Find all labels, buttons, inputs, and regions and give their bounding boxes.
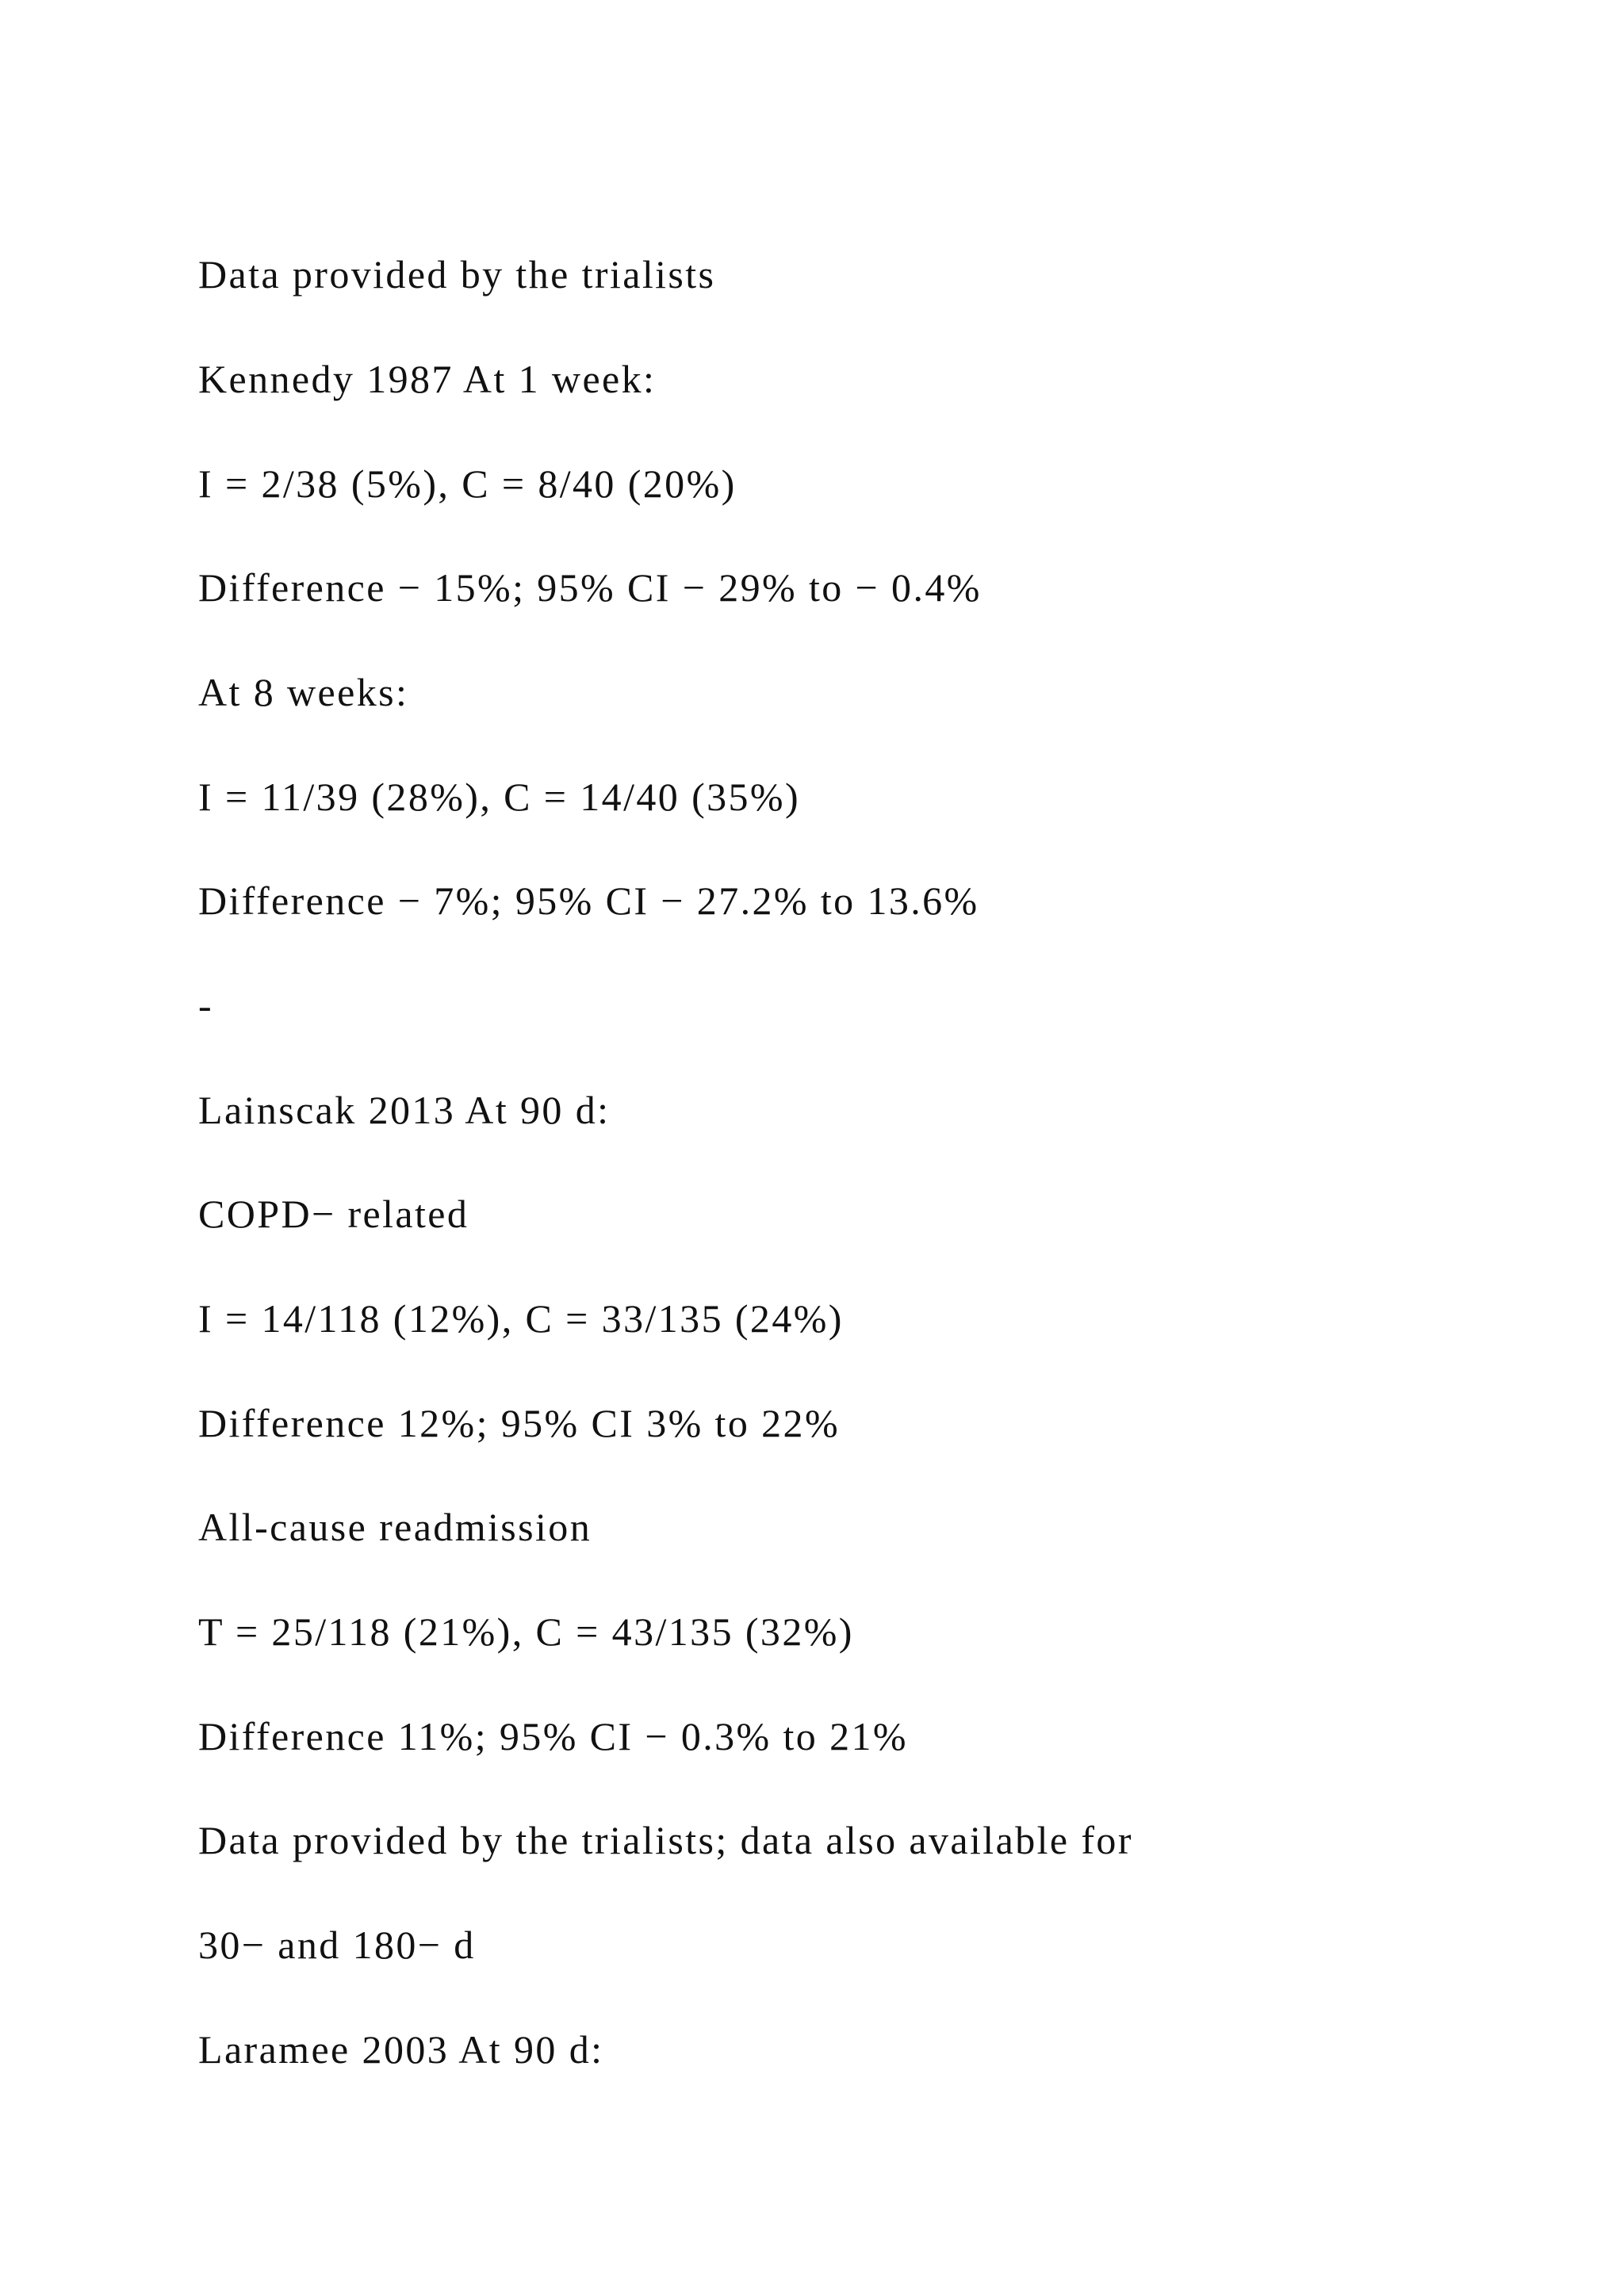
text-line-17: 30− and 180− d <box>198 1923 476 1967</box>
text-line-7: Difference − 7%; 95% CI − 27.2% to 13.6% <box>198 878 979 923</box>
text-line-12: Difference 12%; 95% CI 3% to 22% <box>198 1401 841 1445</box>
text-line-18: Laramee 2003 At 90 d: <box>198 2027 604 2072</box>
text-line-5: At 8 weeks: <box>198 670 409 714</box>
text-line-15: Difference 11%; 95% CI − 0.3% to 21% <box>198 1714 908 1758</box>
text-line-16: Data provided by the trialists; data also available for <box>198 1818 1133 1862</box>
text-line-2: Kennedy 1987 At 1 week: <box>198 357 657 401</box>
text-line-1: Data provided by the trialists <box>198 252 716 297</box>
text-line-3: I = 2/38 (5%), C = 8/40 (20%) <box>198 461 737 506</box>
text-line-9: Lainscak 2013 At 90 d: <box>198 1088 611 1132</box>
text-line-11: I = 14/118 (12%), C = 33/135 (24%) <box>198 1296 844 1341</box>
text-line-8: - <box>198 983 214 1027</box>
text-line-6: I = 11/39 (28%), C = 14/40 (35%) <box>198 775 801 819</box>
text-line-14: T = 25/118 (21%), C = 43/135 (32%) <box>198 1609 854 1654</box>
text-line-13: All-cause readmission <box>198 1505 592 1549</box>
text-line-4: Difference − 15%; 95% CI − 29% to − 0.4% <box>198 565 982 610</box>
text-line-10: COPD− related <box>198 1192 469 1236</box>
